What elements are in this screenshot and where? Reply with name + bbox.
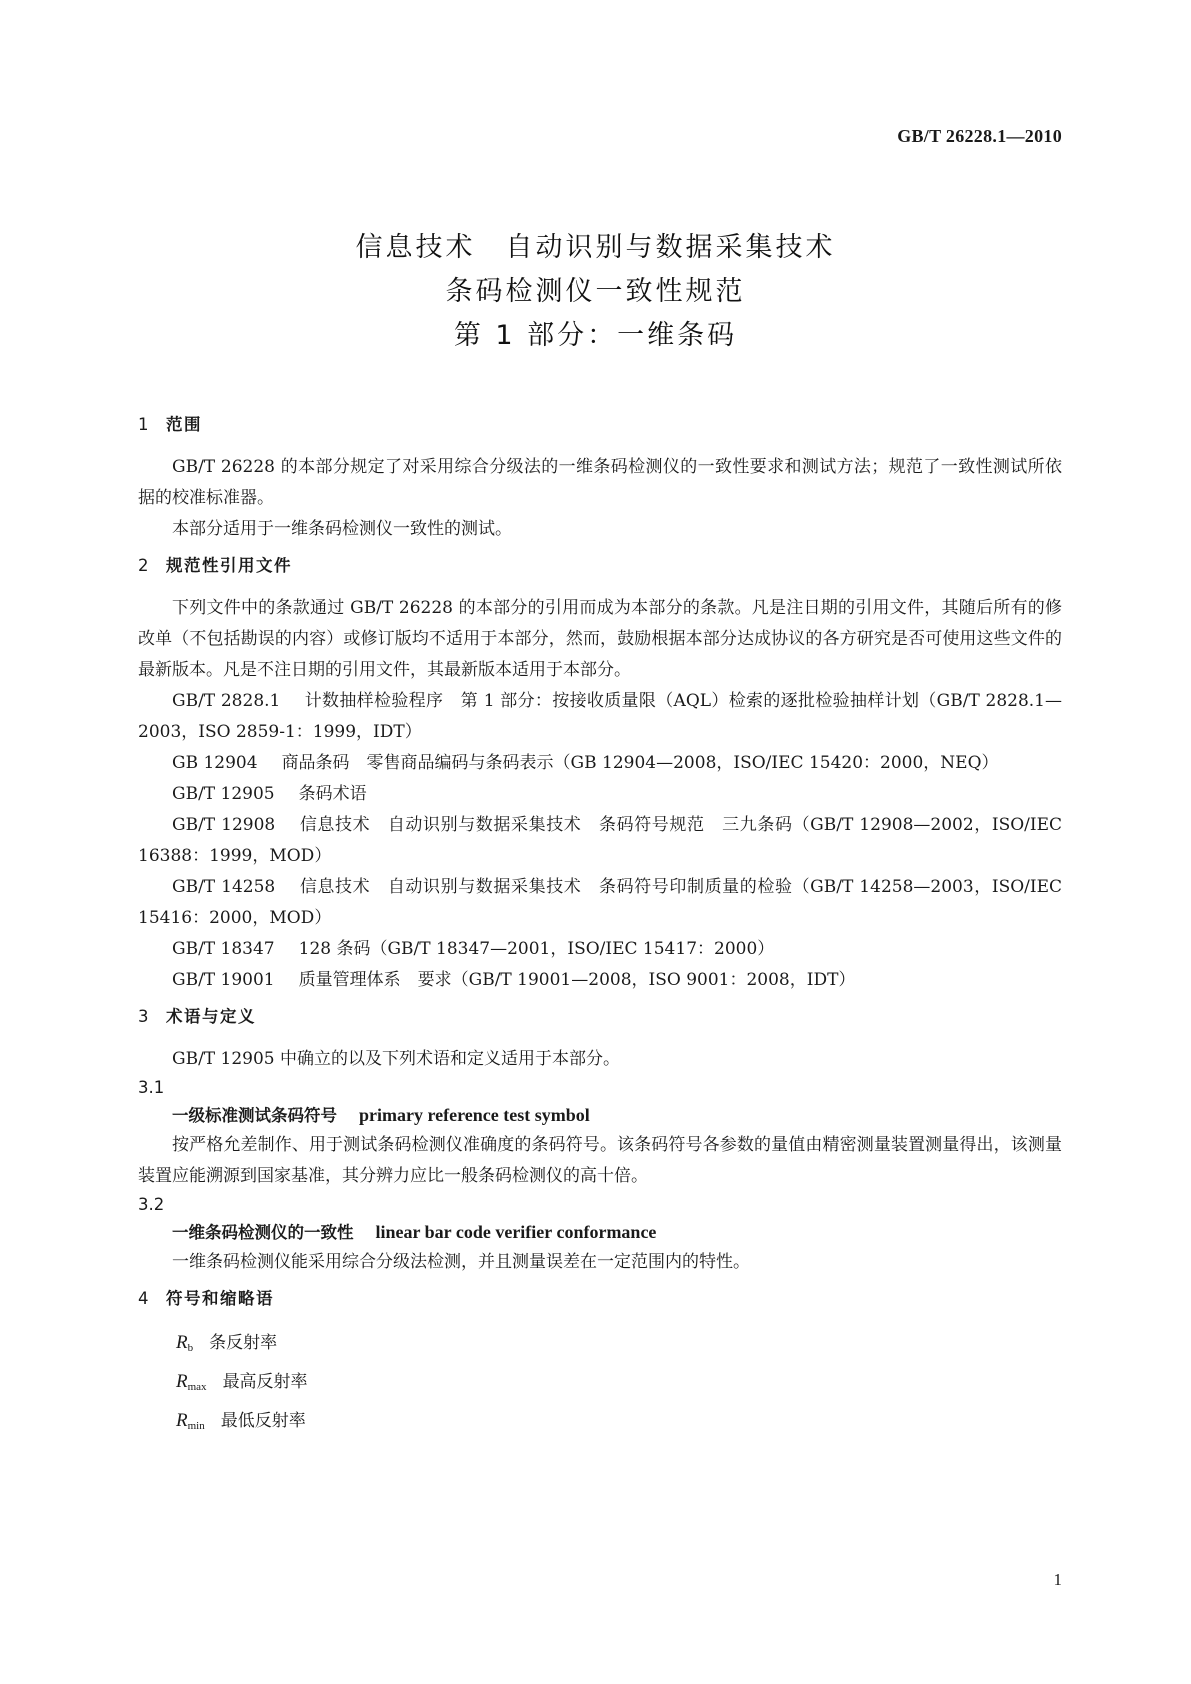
term-heading (138, 1101, 1062, 1130)
document-body (138, 412, 1062, 1443)
paragraph: GB/T 12905 中确立的以及下列术语和定义适用于本部分。 (172, 1049, 621, 1069)
title-line-2: 条码检测仪一致性规范 (445, 276, 746, 307)
symbol-variable: R (176, 1332, 188, 1353)
reference-code: GB/T 18347 (172, 939, 275, 959)
title-line-1: 信息技术 自动识别与数据采集技术 (355, 232, 836, 263)
section-heading-terms-definitions (138, 1004, 1062, 1030)
page-number: 1 (1053, 1570, 1062, 1589)
standard-code: GB/T 26228.1—2010 (897, 126, 1062, 146)
section-number: 3 (138, 1007, 150, 1026)
reference-title: 商品条码 零售商品编码与条码表示（GB 12904—2008，ISO/IEC 15420：2000，NEQ） (281, 753, 999, 773)
reference-item (138, 779, 1062, 810)
term-definition: 一维条码检测仪能采用综合分级法检测，并且测量误差在一定范围内的特性。 (172, 1252, 750, 1272)
term-definition: 按严格允差制作、用于测试条码检测仪准确度的条码符号。该条码符号各参数的量值由精密测量装置测量得出，该测量装置应能溯源到国家基准，其分辨力应比一般条码检测仪的高十倍。 (138, 1135, 1062, 1186)
section-title: 范围 (166, 415, 202, 434)
reference-code: GB/T 2828.1 (172, 691, 281, 711)
reference-title: 质量管理体系 要求（GB/T 19001—2008，ISO 9001：2008，IDT） (298, 970, 856, 990)
symbol-subscript: b (187, 1342, 194, 1354)
section-number: 2 (138, 556, 150, 575)
term-zh: 一维条码检测仪的一致性 (172, 1223, 354, 1242)
reference-title: 计数抽样检验程序 第 1 部分：按接收质量限（AQL）检索的逐批检验抽样计划（GB/T 2828.1—2003，ISO 2859-1：1999，IDT） (138, 691, 1062, 742)
paragraph: GB/T 26228 的本部分规定了对采用综合分级法的一维条码检测仪的一致性要求和测试方法；规范了一致性测试所依据的校准标准器。 (138, 457, 1062, 508)
reference-code: GB/T 12908 (172, 815, 276, 835)
section-number: 4 (138, 1289, 150, 1308)
term-number: 3.2 (138, 1195, 165, 1214)
term-number: 3.1 (138, 1078, 165, 1097)
reference-title: 条码术语 (298, 784, 367, 804)
reference-code: GB/T 19001 (172, 970, 275, 990)
section-title: 符号和缩略语 (166, 1289, 274, 1308)
reference-item (138, 748, 1062, 779)
section-heading-scope (138, 412, 1062, 438)
symbol-description: 最高反射率 (222, 1372, 308, 1392)
paragraph: 本部分适用于一维条码检测仪一致性的测试。 (172, 519, 512, 539)
symbol-subscript: max (187, 1381, 207, 1393)
reference-item (138, 934, 1062, 965)
symbol-variable: R (176, 1371, 188, 1392)
reference-item (138, 965, 1062, 996)
document-title (0, 226, 1191, 358)
section-title: 术语与定义 (166, 1007, 256, 1026)
reference-code: GB/T 14258 (172, 877, 276, 897)
reference-code: GB/T 12905 (172, 784, 275, 804)
section-heading-normative-references (138, 553, 1062, 579)
reference-item (138, 810, 1062, 872)
reference-title: 信息技术 自动识别与数据采集技术 条码符号印制质量的检验（GB/T 14258—2003，ISO/IEC 15416：2000，MOD） (138, 877, 1063, 928)
reference-code: GB 12904 (172, 753, 258, 773)
term-heading (138, 1218, 1062, 1247)
title-line-3: 第 1 部分：一维条码 (453, 320, 738, 351)
term-zh: 一级标准测试条码符号 (172, 1106, 337, 1125)
symbol-entry (138, 1404, 1062, 1443)
reference-title: 信息技术 自动识别与数据采集技术 条码符号规范 三九条码（GB/T 12908—2002，ISO/IEC 16388：1999，MOD） (138, 815, 1063, 866)
paragraph: 下列文件中的条款通过 GB/T 26228 的本部分的引用而成为本部分的条款。凡是注日期的引用文件，其随后所有的修改单（不包括勘误的内容）或修订版均不适用于本部分，然而，鼓励根据本部分达成协议的各方研究是否可使用这些文件的最新版本。凡是不注日期的引用文件，其最新版本适用于本部分。 (138, 598, 1062, 680)
symbol-entry (138, 1365, 1062, 1404)
symbol-description: 条反射率 (209, 1333, 278, 1353)
reference-title: 128 条码（GB/T 18347—2001，ISO/IEC 15417：2000） (298, 939, 775, 959)
section-number: 1 (138, 415, 150, 434)
term-en: primary reference test symbol (359, 1105, 590, 1125)
section-heading-symbols (138, 1286, 1062, 1312)
symbol-subscript: min (187, 1420, 205, 1432)
term-en: linear bar code verifier conformance (375, 1222, 657, 1242)
section-title: 规范性引用文件 (166, 556, 292, 575)
symbol-variable: R (176, 1410, 188, 1431)
symbol-description: 最低反射率 (220, 1411, 306, 1431)
reference-item (138, 872, 1062, 934)
symbol-entry (138, 1326, 1062, 1365)
reference-item (138, 686, 1062, 748)
